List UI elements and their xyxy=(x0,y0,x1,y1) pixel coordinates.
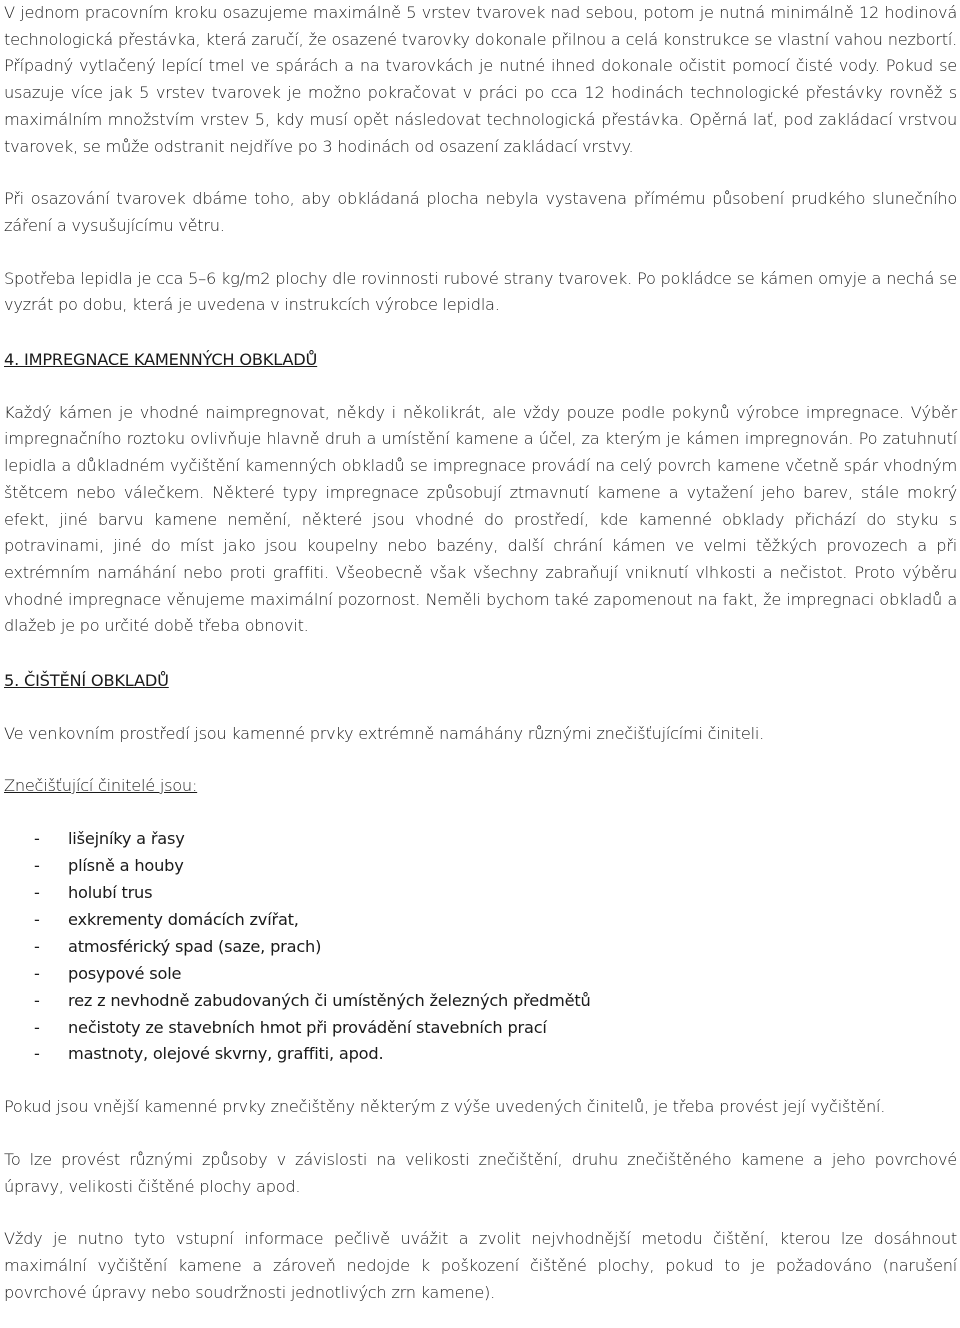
list-item: - plísně a houby xyxy=(4,853,957,880)
paragraph-cleaning-methods: To lze provést různými způsoby v závislosti na velikosti znečištění, druhu znečištěného kamene a jeho povrchové úpravy, velikosti čištěné plochy apod. xyxy=(4,1150,957,1196)
paragraph-impregnation: Každý kámen je vhodné naimpregnovat, někdy i několikrát, ale vždy pouze podle pokynů výrobce impregnace. Výběr impregnačního roztoku ovlivňuje hlavně druh a umístění kamene a účel, za kterým je kámen impregnován. Po zatuhnutí lepidla a důkladném vyčištění kamenných obkladů se impregnace provádí na celý povrch kamene včetně spár vhodným štětcem nebo válečkem. Některé typy impregnace způsobují ztmavnutí kamene a vytažení jeho barev, stále mokrý efekt, jiné barvu kamene nemění, některé jsou vhodné do prostředí, kde kamenné obklady přichází do styku s potravinami, jiné do míst jako jsou koupelny nebo bazény, další chrání kámen ve velmi těžkých provozech a při extrémním namáhání nebo proti graffiti. Všeobecně však všechny zabraňují vniknutí vlhkosti a nečistot. Proto výběru vhodné impregnace věnujeme maximální pozornost. Neměli bychom také zapomenout na fakt, že impregnaci obkladů a dlažeb je po určité době třeba obnovit. xyxy=(4,402,957,636)
list-item: - exkrementy domácích zvířat, xyxy=(4,907,957,934)
dash-bullet: - xyxy=(34,1044,40,1064)
dash-bullet: - xyxy=(34,936,40,956)
list-item: - nečistoty ze stavebních hmot při provádění stavebních prací xyxy=(4,1015,957,1042)
list-item: - atmosférický spad (saze, prach) xyxy=(4,934,957,961)
section-4-number: 4. xyxy=(4,350,20,370)
paragraph-adhesive-consumption: Spotřeba lepidla je cca 5–6 kg/m2 plochy dle rovinnosti rubové strany tvarovek. Po pokládce se kámen omyje a nechá se vyzrát po dobu, která je uvedena v instrukcích výrobce lepidla. xyxy=(4,268,957,315)
section-4-title: IMPREGNACE KAMENNÝCH OBKLADŮ xyxy=(24,350,318,370)
section-5-number: 5. xyxy=(4,671,20,691)
paragraph-laying-layers: V jednom pracovním kroku osazujeme maximálně 5 vrstev tvarovek nad sebou, potom je nutná minimálně 12 hodinová technologická přestávka, která zaručí, že osazené tvarovky dokonale přilnou a celá konstrukce se vlastní vahou nezbortí. Případný vytlačený lepící tmel ve spárách a na tvarovkách je nutné ihned dokonale očistit pomocí čisté vody. Pokud se usazuje více jak 5 vrstev tvarovek je možno pokračovat v práci po cca 12 hodinách technologické přestávky rovněž s maximálním množstvím vrstev 5, kdy musí opět následovat technologická přestávka. Opěrná lať, pod zakládací vrstvou tvarovek, se může odstranit nejdříve po 3 hodinách od osazení zakládací vrstvy. xyxy=(4,3,957,156)
paragraph-cleaning-intro: Ve venkovním prostředí jsou kamenné prvky extrémně namáhány různými znečišťujícími činiteli. xyxy=(4,723,764,743)
section-5-title: ČIŠTĚNÍ OBKLADŮ xyxy=(24,671,169,691)
dash-bullet: - xyxy=(34,829,40,849)
paragraph-sun-wind: Při osazování tvarovek dbáme toho, aby obkládaná plocha nebyla vystavena přímému působení prudkého slunečního záření a vysušujícímu větru. xyxy=(4,189,957,235)
list-item: - lišejníky a řasy xyxy=(4,826,957,853)
dash-bullet: - xyxy=(34,1017,40,1037)
section-4-heading xyxy=(4,347,957,374)
section-5-heading xyxy=(4,668,957,695)
dash-bullet: - xyxy=(34,909,40,929)
list-item: - holubí trus xyxy=(4,880,957,907)
paragraph-cleaning-needed: Pokud jsou vnější kamenné prvky znečištěny některým z výše uvedených činitelů, je třeba provést její vyčištění. xyxy=(4,1097,886,1117)
dash-bullet: - xyxy=(34,882,40,902)
dash-bullet: - xyxy=(34,963,40,983)
list-item: - posypové sole xyxy=(4,961,957,988)
pollutants-list-heading: Znečišťující činitelé jsou: xyxy=(4,776,198,796)
document-page xyxy=(4,0,957,1307)
paragraph-cleaning-choice: Vždy je nutno tyto vstupní informace pečlivě uvážit a zvolit nejvhodnější metodu čištění, kterou lze dosáhnout maximální vyčištění kamene a zároveň nedojde k poškození čištěné plochy, pokud to je požadováno (narušení povrchové úpravy nebo soudržnosti jednotlivých zrn kamene). xyxy=(4,1229,957,1302)
list-item: - mastnoty, olejové skvrny, graffiti, apod. xyxy=(4,1041,957,1068)
dash-bullet: - xyxy=(34,990,40,1010)
list-item: - rez z nevhodně zabudovaných či umístěných železných předmětů xyxy=(4,988,957,1015)
list-heading-wrapper xyxy=(4,773,957,800)
pollutants-list xyxy=(4,826,957,1068)
dash-bullet: - xyxy=(34,856,40,876)
